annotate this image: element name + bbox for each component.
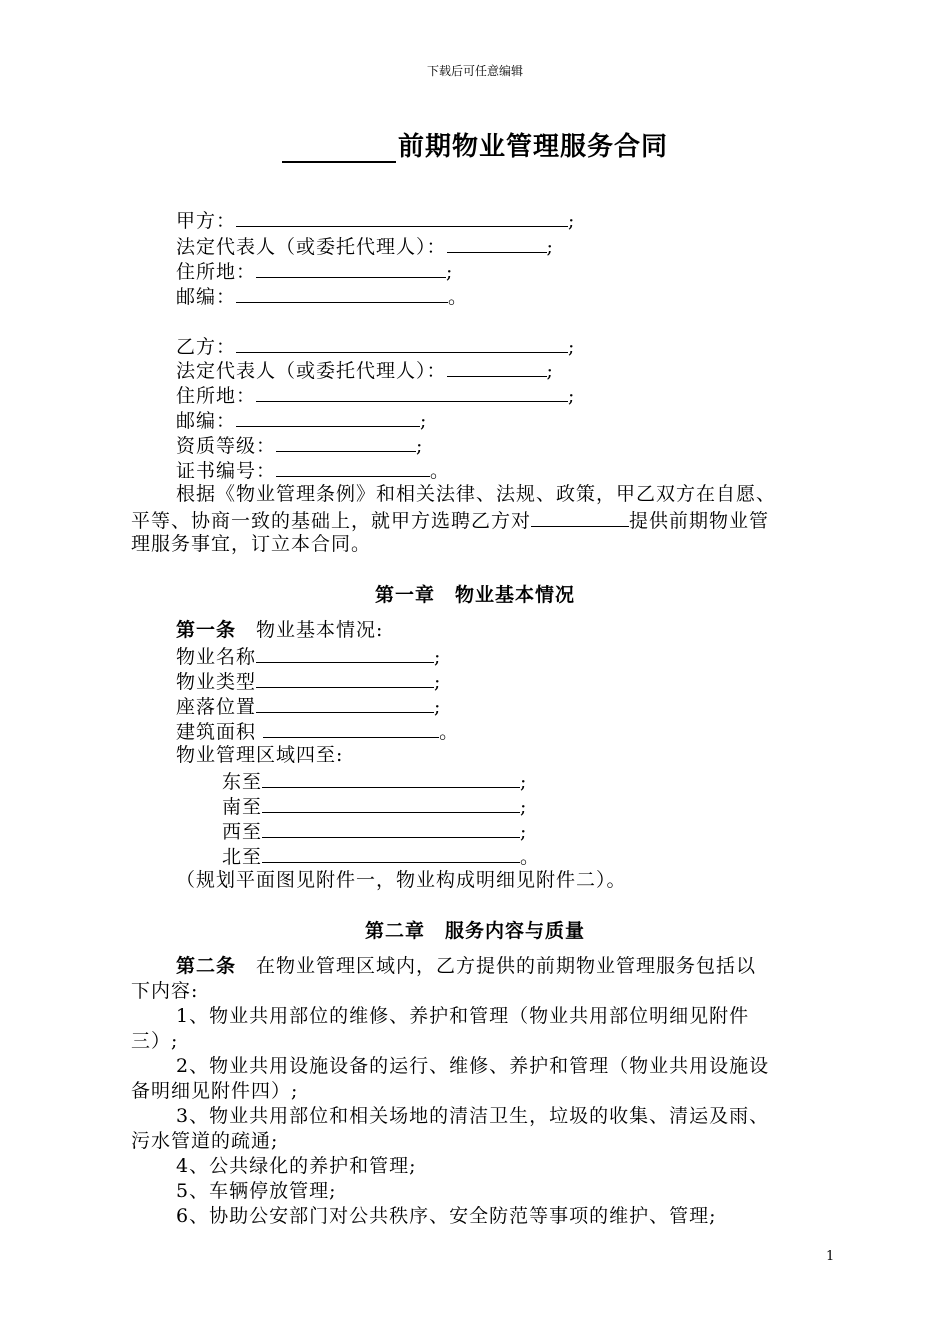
property-area-line: 建筑面积 。 <box>176 718 459 745</box>
service-item-2: 2、物业共用设施设备的运行、维修、养护和管理（物业共用设施设 <box>176 1055 770 1077</box>
property-name-blank[interactable] <box>256 643 434 663</box>
party-b-cert-line: 证书编号： 。 <box>176 457 450 484</box>
party-a-address-line: 住所地： ; <box>176 258 453 285</box>
party-a-postcode-line: 邮编： 。 <box>176 283 468 310</box>
party-b-address-blank[interactable] <box>256 382 568 402</box>
party-b-name-line: 乙方： ; <box>176 333 575 360</box>
party-b-rep-blank[interactable] <box>447 357 547 377</box>
service-item-5: 5、车辆停放管理; <box>176 1180 337 1202</box>
boundary-west-line: 西至 ; <box>222 818 527 845</box>
article-2-heading: 第二条 在物业管理区域内，乙方提供的前期物业管理服务包括以 <box>176 955 757 977</box>
party-b-qualification-blank[interactable] <box>276 432 416 452</box>
service-item-3: 3、物业共用部位和相关场地的清洁卫生，垃圾的收集、清运及雨、 <box>176 1105 770 1127</box>
article-1-heading: 第一条 物业基本情况: <box>176 619 384 641</box>
party-a-postcode-blank[interactable] <box>236 283 448 303</box>
title-blank[interactable] <box>282 133 396 163</box>
chapter-2-title: 第二章 服务内容与质量 <box>364 920 585 942</box>
boundary-heading: 物业管理区域四至: <box>176 744 344 766</box>
party-b-postcode-line: 邮编： ; <box>176 407 427 434</box>
page-number: 1 <box>826 1249 835 1264</box>
party-b-address-line: 住所地： ; <box>176 382 575 409</box>
party-b-rep-line: 法定代表人（或委托代理人）： ; <box>176 357 554 384</box>
service-item-3-cont: 污水管道的疏通; <box>131 1130 279 1152</box>
boundary-south-line: 南至 ; <box>222 793 527 820</box>
property-location-line: 座落位置 ; <box>176 693 441 720</box>
property-area-blank[interactable] <box>263 718 439 738</box>
party-a-name-line: 甲方： ; <box>176 207 575 234</box>
party-b-postcode-blank[interactable] <box>236 407 420 427</box>
page-title: 前期物业管理服务合同 <box>0 126 950 163</box>
preamble-property-blank[interactable] <box>531 507 629 527</box>
preamble-line-1: 根据《物业管理条例》和相关法律、法规、政策，甲乙双方在自愿、 <box>176 483 777 505</box>
appendix-note: （规划平面图见附件一，物业构成明细见附件二）。 <box>176 869 627 891</box>
boundary-east-line: 东至 ; <box>222 768 527 795</box>
property-location-blank[interactable] <box>256 693 434 713</box>
preamble-line-2: 平等、协商一致的基础上，就甲方选聘乙方对 提供前期物业管 <box>131 507 769 534</box>
service-item-2-cont: 备明细见附件四）; <box>131 1080 299 1102</box>
party-b-name-blank[interactable] <box>236 333 568 353</box>
boundary-north-line: 北至 。 <box>222 843 540 870</box>
property-type-line: 物业类型 ; <box>176 668 441 695</box>
service-item-1-cont: 三）; <box>131 1030 179 1052</box>
boundary-south-blank[interactable] <box>262 793 520 813</box>
boundary-north-blank[interactable] <box>262 843 520 863</box>
party-a-name-blank[interactable] <box>236 207 568 227</box>
party-b-cert-blank[interactable] <box>276 457 430 477</box>
property-type-blank[interactable] <box>256 668 434 688</box>
chapter-1-title: 第一章 物业基本情况 <box>374 584 575 606</box>
party-b-qualification-line: 资质等级： ; <box>176 432 423 459</box>
party-a-rep-line: 法定代表人（或委托代理人）： ; <box>176 233 554 260</box>
service-item-4: 4、公共绿化的养护和管理; <box>176 1155 417 1177</box>
boundary-east-blank[interactable] <box>262 768 520 788</box>
article-2-line-2: 下内容: <box>131 980 199 1002</box>
preamble-line-3: 理服务事宜，订立本合同。 <box>131 533 372 555</box>
boundary-west-blank[interactable] <box>262 818 520 838</box>
party-a-address-blank[interactable] <box>256 258 446 278</box>
party-a-rep-blank[interactable] <box>447 233 547 253</box>
header-note: 下载后可任意编辑 <box>426 64 523 78</box>
service-item-6: 6、协助公安部门对公共秩序、安全防范等事项的维护、管理; <box>176 1205 717 1227</box>
property-name-line: 物业名称 ; <box>176 643 441 670</box>
service-item-1: 1、物业共用部位的维修、养护和管理（物业共用部位明细见附件 <box>176 1005 750 1027</box>
